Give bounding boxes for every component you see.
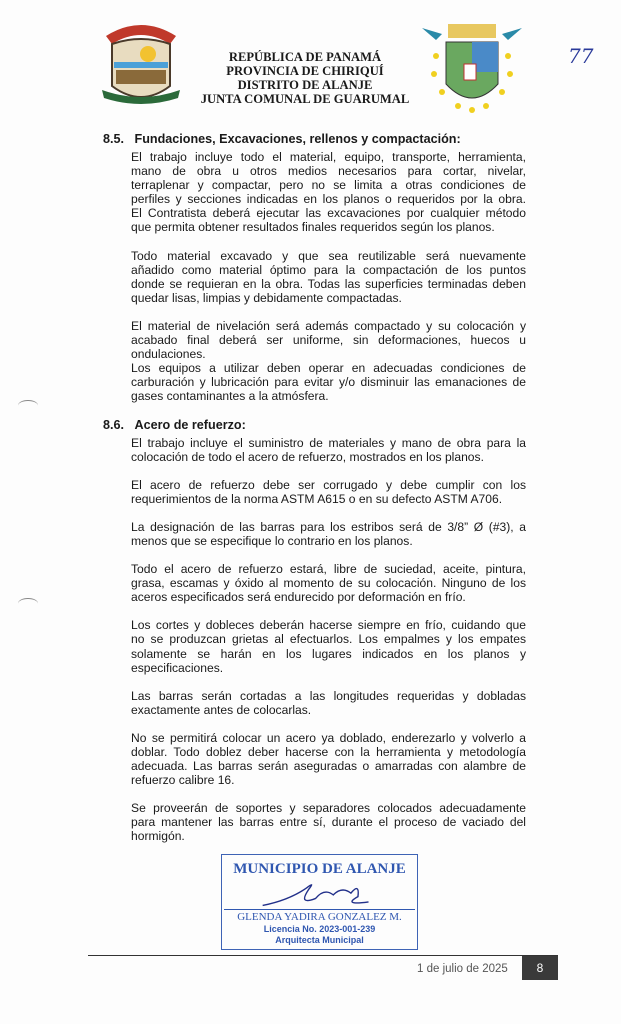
paragraph-line: No se permitirá colocar un acero ya doblado, enderezarlo y volverlo a	[131, 730, 526, 745]
paragraph-line: que permita obtener resultados finales requeridos según los planos.	[131, 220, 495, 235]
paragraph-line: no se produzcan grietas al efectuarlos. Los empalmes y los empates	[131, 632, 526, 647]
section-title: Acero de refuerzo:	[134, 417, 246, 432]
paragraph-line: requerimientos de la norma ASTM A615 o en su defecto ASTM A706.	[131, 491, 503, 506]
architect-stamp	[221, 854, 418, 950]
paragraph-line: Los equipos a utilizar deben operar en adecuadas condiciones de	[131, 361, 526, 376]
paragraph-line: terraplenar y compactar, pero no se limita a otras condiciones de	[131, 178, 526, 193]
junta-comunal-crest	[418, 20, 526, 116]
paragraph-line: El acero de refuerzo debe ser corrugado y debe cumplir con los	[131, 477, 526, 492]
body-paragraph	[131, 731, 526, 787]
section-title: Fundaciones, Excavaciones, rellenos y compactación:	[134, 132, 461, 146]
body-paragraph	[131, 436, 526, 464]
paragraph-line: para mantener las barras entre sí, durante el proceso de vaciado del	[131, 815, 526, 830]
paragraph-line: El trabajo incluye todo el material, equipo, transporte, herramienta,	[131, 150, 526, 164]
body-paragraph	[131, 319, 526, 361]
paragraph-line: Todo material excavado y que sea reutilizable será nuevamente	[131, 248, 526, 263]
header-line: REPÚBLICA DE PANAMÁ	[228, 50, 382, 64]
stamp-title: MUNICIPIO DE ALANJE	[233, 860, 406, 877]
paragraph-line: solamente se harán en los lugares indicados en los planos y	[131, 646, 526, 661]
punch-hole-mark	[18, 598, 38, 609]
body-paragraph	[131, 689, 526, 717]
header-line: DISTRITO DE ALANJE	[237, 78, 373, 92]
paragraph-line: menos que se especifique lo contrario en los planos.	[131, 533, 413, 548]
body-paragraph	[131, 249, 526, 305]
paragraph-line: exactamente antes de colocarlas.	[131, 702, 312, 717]
stamp-name: GLENDA YADIRA GONZALEZ M.	[237, 910, 402, 923]
paragraph-line: donde se requieran en la obra. Todas las superficies terminadas deben	[131, 276, 526, 291]
section-heading-8-6	[103, 418, 543, 433]
body-paragraph	[131, 150, 526, 235]
paragraph-line: Las barras serán cortadas a las longitudes requeridas y dobladas	[131, 688, 526, 703]
paragraph-line: perfiles y secciones indicadas en los planos o requeridos por la obra.	[131, 192, 526, 207]
punch-hole-mark	[18, 400, 38, 411]
paragraph-line: ondulaciones.	[131, 347, 206, 362]
document-body	[103, 132, 543, 950]
paragraph-line: colocación de todo el acero de refuerzo, mostrados en los planos.	[131, 449, 484, 464]
paragraph-line: Los cortes y dobleces deberán hacerse siempre en frío, cuidando que	[131, 618, 526, 633]
paragraph-line: Se proveerán de soportes y separadores colocados adecuadamente	[131, 801, 526, 816]
body-paragraph	[131, 801, 526, 843]
footer-divider	[88, 955, 558, 956]
section-number: 8.5.	[103, 132, 125, 146]
footer-date: 1 de julio de 2025	[417, 963, 508, 975]
paragraph-line: aceros especificados será endurecido por deformación en frío.	[131, 590, 466, 605]
paragraph-line: carburación y lubricación para evitar y/o disminuir las emanaciones de	[131, 375, 526, 390]
section-heading-8-5	[103, 132, 543, 147]
body-paragraph	[131, 562, 526, 604]
section-number: 8.6.	[103, 417, 125, 432]
paragraph-line: gases contaminantes a la atmósfera.	[131, 389, 329, 404]
document-header	[190, 50, 420, 106]
body-paragraph	[131, 618, 526, 674]
paragraph-line: El trabajo incluye el suministro de materiales y mano de obra para la	[131, 435, 526, 450]
paragraph-line: El material de nivelación será además compactado y su colocación y	[131, 318, 526, 333]
stamp-role: Arquitecta Municipal	[275, 934, 364, 945]
paragraph-line: mano de obra u otros medios necesarios para cortar, nivelar,	[131, 164, 526, 179]
header-line: PROVINCIA DE CHIRIQUÍ	[226, 64, 384, 78]
paragraph-line: adecuada. Las barras serán aseguradas o amarradas con alambre de	[131, 759, 526, 774]
paragraph-line: Todo el acero de refuerzo estará, libre de suciedad, aceite, pintura,	[131, 562, 526, 577]
municipio-alanje-logo	[98, 16, 184, 108]
paragraph-line: doblar. Todo doblez deber hacerse con la herramienta y metodología	[131, 745, 526, 759]
stamp-license: Licencia No. 2023-001-239	[263, 923, 376, 934]
paragraph-line: La designación de las barras para los estribos será de 3/8” Ø (#3), a	[131, 519, 526, 534]
paragraph-line: acabado final deberá ser uniforme, sin deformaciones, huecos u	[131, 333, 526, 348]
paragraph-line: añadido como material óptimo para la compactación de los puntos	[131, 262, 526, 277]
paragraph-line: especificaciones.	[131, 660, 224, 675]
header-line: JUNTA COMUNAL DE GUARUMAL	[200, 92, 410, 106]
handwritten-folio-number: 77	[568, 44, 594, 68]
paragraph-line: hormigón.	[131, 829, 185, 844]
paragraph-line: El Contratista deberá ejecutar las excavaciones por cualquier método	[131, 206, 526, 221]
body-paragraph	[131, 520, 526, 548]
paragraph-line: refuerzo calibre 16.	[131, 773, 235, 788]
body-paragraph	[131, 361, 526, 403]
paragraph-line: grasa, escamas y óxido al momento de su colocación. Ninguno de los	[131, 576, 526, 591]
signature	[245, 879, 395, 909]
page-number: 8	[522, 956, 558, 980]
body-paragraph	[131, 478, 526, 506]
paragraph-line: quedar lisas, limpias y debidamente compactadas.	[131, 290, 402, 305]
